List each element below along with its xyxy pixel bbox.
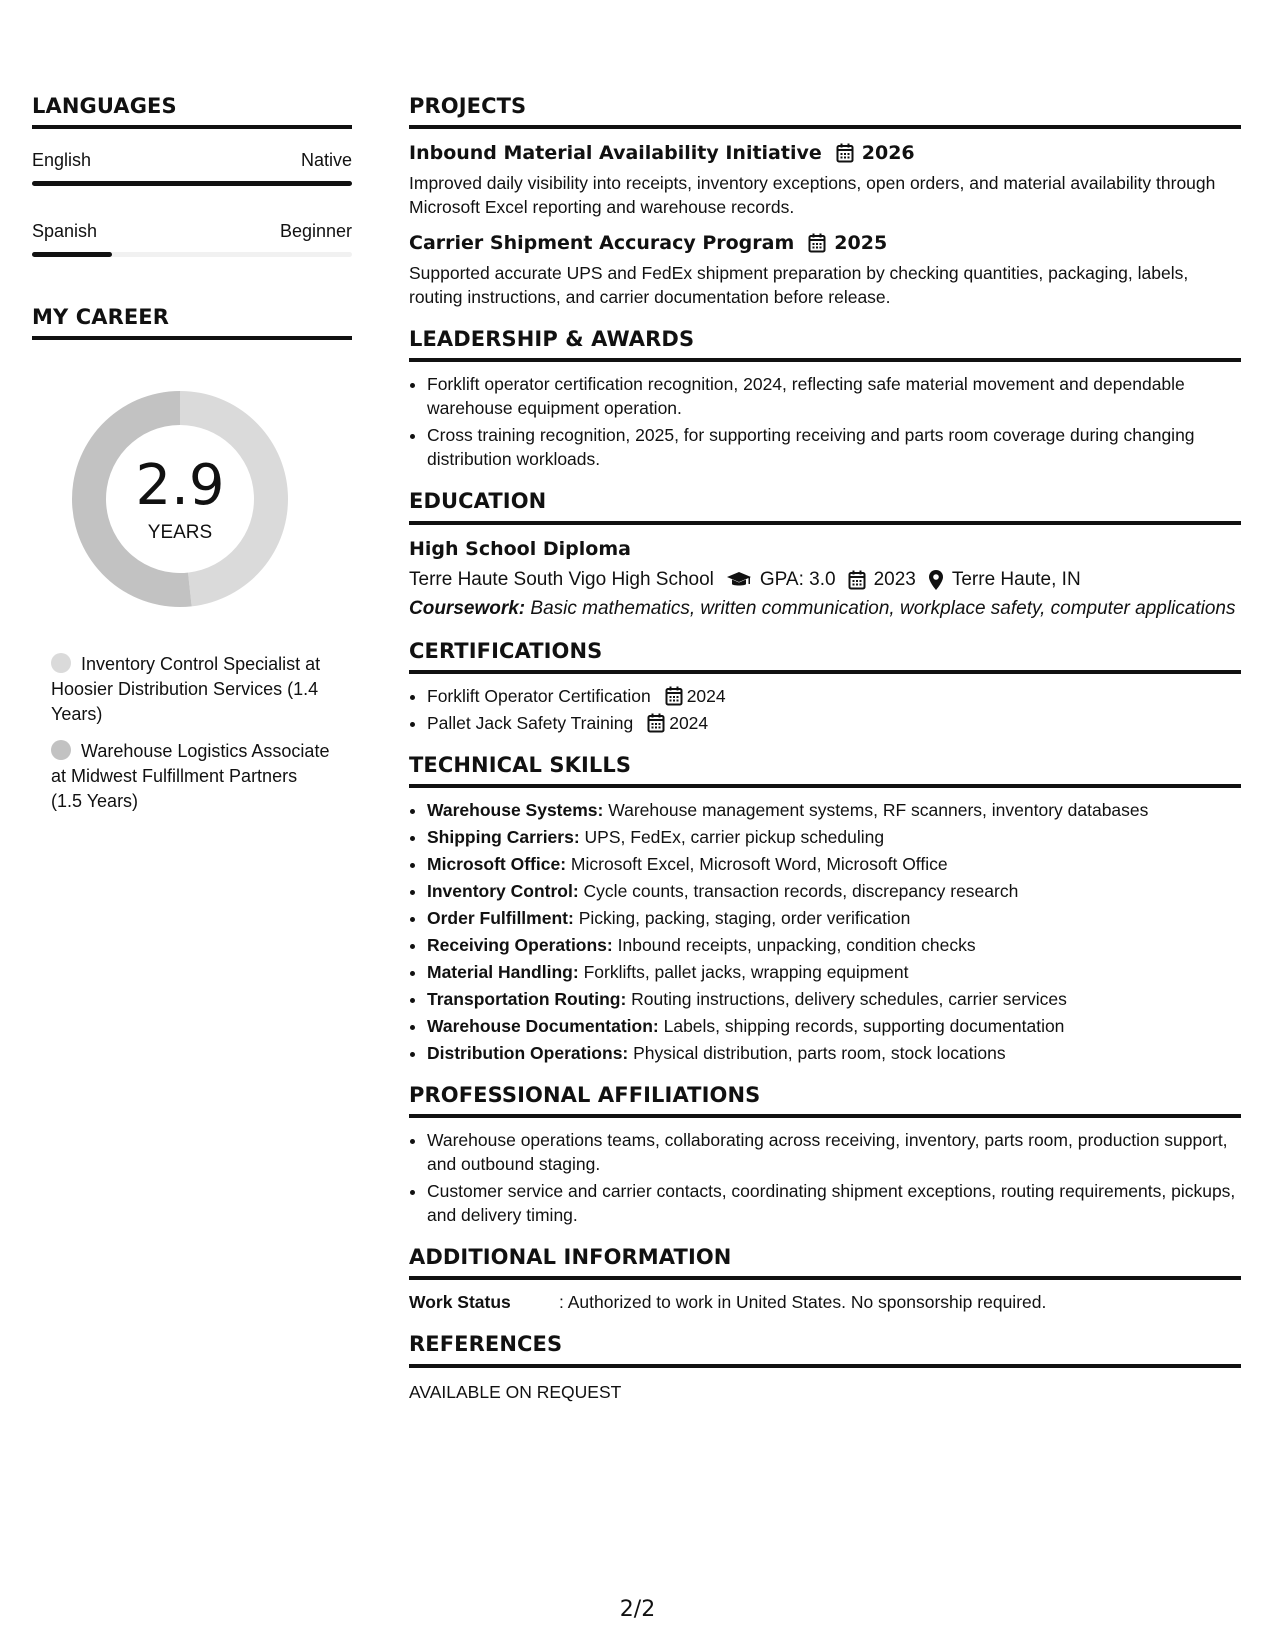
references-text: AVAILABLE ON REQUEST (409, 1381, 622, 1402)
leadership-title: LEADERSHIP & AWARDS (409, 327, 1241, 362)
calendar-icon (665, 686, 683, 706)
education-meta (409, 567, 1241, 593)
skill-label: Shipping Carriers: (427, 826, 580, 847)
language-name: Spanish (32, 221, 98, 242)
projects-section (409, 94, 1241, 309)
skill-value: Inbound receipts, unpacking, condition checks (617, 934, 976, 955)
career-total-unit: YEARS (147, 522, 213, 544)
calendar-icon (647, 713, 665, 733)
certification-name: • Forklift Operator Certification (427, 685, 651, 706)
list-item (427, 933, 1241, 957)
list-item (427, 711, 1241, 735)
coursework-label: Coursework: (409, 597, 526, 619)
leadership-list (409, 372, 1241, 471)
legend-dot-icon (51, 653, 71, 673)
list-item (427, 879, 1241, 903)
language-name: English (32, 150, 92, 171)
skill-label: Order Fulfillment: (427, 907, 574, 928)
references-section (409, 1332, 1241, 1403)
list-item: • Customer service and carrier contacts, coordinating shipment exceptions, routing requirements, pickups, and delivery timing. (427, 1179, 1241, 1227)
affiliations-section (409, 1083, 1241, 1227)
legend-dot-icon (51, 740, 71, 760)
career-title: MY CAREER (32, 305, 352, 340)
skill-value: Cycle counts, transaction records, discrepancy research (583, 880, 1019, 901)
project-description: Improved daily visibility into receipts, inventory exceptions, open orders, and material availability through Microsoft Excel reporting and warehouse records. (409, 173, 1216, 218)
list-item: • Cross training recognition, 2025, for supporting receiving and parts room coverage during changing distribution workloads. (427, 423, 1241, 471)
certification-name: • Pallet Jack Safety Training (427, 712, 634, 733)
list-item (427, 684, 1241, 708)
skill-label: Transportation Routing: (427, 988, 627, 1009)
project-year: 2026 (861, 142, 915, 165)
skill-label: Material Handling: (427, 961, 579, 982)
skill-label: Inventory Control: (427, 880, 579, 901)
work-status-value: : Authorized to work in United States. No sponsorship required. (559, 1292, 1047, 1313)
education-gpa: GPA: 3.0 (759, 568, 836, 590)
skill-label: Distribution Operations: (427, 1042, 629, 1063)
skill-label: Warehouse Documentation: (427, 1015, 659, 1036)
skills-section (409, 753, 1241, 1065)
list-item (427, 960, 1241, 984)
certifications-title: CERTIFICATIONS (409, 639, 1241, 674)
project-year: 2025 (834, 232, 888, 255)
education-year: 2023 (873, 568, 916, 590)
skill-value: Microsoft Excel, Microsoft Word, Microsoft Office (570, 853, 948, 874)
page-number: 2/2 (619, 1597, 656, 1622)
languages-list (32, 149, 352, 257)
projects-title: PROJECTS (409, 94, 1241, 129)
references-title: REFERENCES (409, 1332, 1241, 1367)
list-item (427, 987, 1241, 1011)
education-degree: High School Diploma (409, 537, 631, 560)
project-name: Inbound Material Availability Initiative (409, 142, 822, 165)
career-donut-chart (65, 384, 295, 614)
calendar-icon (848, 570, 866, 590)
sidebar (32, 94, 352, 826)
work-status-label: Work Status (409, 1292, 511, 1313)
main-column (409, 94, 1241, 1422)
education-school: Terre Haute South Vigo High School (409, 568, 714, 590)
education-section (409, 489, 1241, 620)
career-legend-item (51, 739, 331, 814)
additional-title: ADDITIONAL INFORMATION (409, 1245, 1241, 1280)
list-item: • Forklift operator certification recognition, 2024, reflecting safe material movement and dependable warehouse equipment operation. (427, 372, 1241, 420)
education-coursework (409, 597, 1241, 621)
skill-label: Microsoft Office: (427, 853, 567, 874)
certification-year: 2024 (669, 712, 709, 733)
career-legend-text: Warehouse Logistics Associate at Midwest Fulfillment Partners (1.5 Years) (51, 741, 330, 812)
project-description: Supported accurate UPS and FedEx shipment preparation by checking quantities, packaging, labels, routing instructions, and carrier documentation before release. (409, 263, 1189, 308)
languages-title: LANGUAGES (32, 94, 352, 129)
certifications-list (409, 684, 1241, 735)
language-level: Native (300, 150, 352, 171)
list-item: • Warehouse operations teams, collaborating across receiving, inventory, parts room, production support, and outbound staging. (427, 1128, 1241, 1176)
affiliations-title: PROFESSIONAL AFFILIATIONS (409, 1083, 1241, 1118)
additional-section (409, 1245, 1241, 1314)
skill-value: Routing instructions, delivery schedules, carrier services (631, 988, 1067, 1009)
language-item (32, 149, 352, 186)
project-heading (409, 141, 1241, 165)
language-level: Beginner (279, 221, 352, 242)
skills-title: TECHNICAL SKILLS (409, 753, 1241, 788)
graduation-cap-icon (726, 571, 752, 589)
skill-value: UPS, FedEx, carrier pickup scheduling (584, 826, 885, 847)
education-title: EDUCATION (409, 489, 1241, 524)
skill-value: Warehouse management systems, RF scanners, inventory databases (608, 799, 1149, 820)
career-legend (32, 652, 352, 814)
language-level-bar (32, 252, 352, 257)
education-location: Terre Haute, IN (951, 568, 1081, 590)
career-legend-item (51, 652, 331, 727)
career-total-value: 2.9 (135, 453, 225, 519)
language-level-bar (32, 181, 352, 186)
certifications-section (409, 639, 1241, 735)
skill-label: Warehouse Systems: (427, 799, 604, 820)
language-level-fill (32, 252, 112, 257)
language-level-fill (32, 181, 352, 186)
coursework-text: Basic mathematics, written communication, workplace safety, computer applications (530, 597, 1236, 619)
list-item (427, 1041, 1241, 1065)
skill-label: Receiving Operations: (427, 934, 613, 955)
project-heading (409, 231, 1241, 255)
list-item (427, 825, 1241, 849)
list-item (427, 906, 1241, 930)
list-item (427, 852, 1241, 876)
list-item (427, 798, 1241, 822)
career-legend-text: Inventory Control Specialist at Hoosier Distribution Services (1.4 Years) (51, 654, 321, 725)
skill-value: Forklifts, pallet jacks, wrapping equipment (583, 961, 909, 982)
skill-value: Labels, shipping records, supporting documentation (663, 1015, 1065, 1036)
calendar-icon (836, 143, 854, 163)
work-status-row (409, 1290, 1241, 1314)
leadership-section (409, 327, 1241, 471)
list-item (427, 1014, 1241, 1038)
affiliations-list (409, 1128, 1241, 1227)
skills-list (409, 798, 1241, 1065)
calendar-icon (808, 233, 826, 253)
skill-value: Picking, packing, staging, order verification (578, 907, 911, 928)
skill-value: Physical distribution, parts room, stock locations (633, 1042, 1006, 1063)
language-item (32, 220, 352, 257)
location-pin-icon (928, 569, 944, 591)
certification-year: 2024 (686, 685, 726, 706)
project-name: Carrier Shipment Accuracy Program (409, 232, 795, 255)
